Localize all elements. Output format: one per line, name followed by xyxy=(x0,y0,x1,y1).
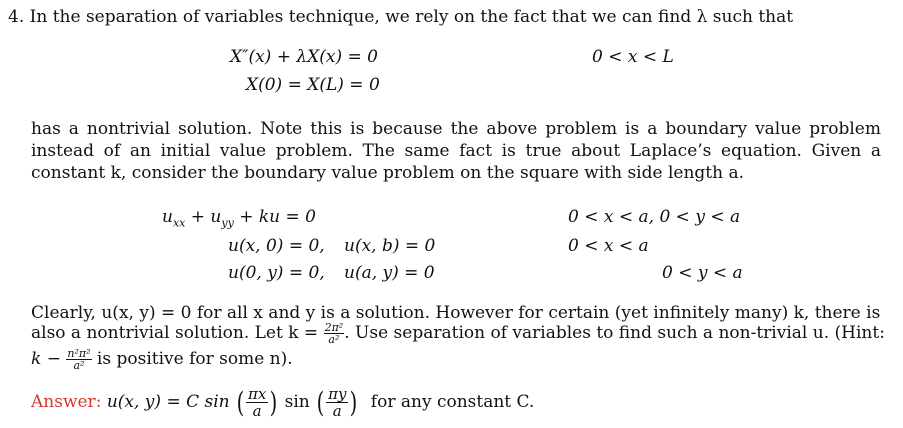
paragraph-clearly-line-2: also a nontrivial solution. Let k = $\frac{\text{2π²}}{\text{a²}}$ . Use separation of variables to find such a non-trivial u. (Hint: xyxy=(31,321,885,346)
pde-equation: $u_{xx} + u_{yy}$ + ku = 0 xyxy=(162,207,316,230)
bc-row-1-right: u(x, b) = 0 xyxy=(344,236,436,256)
intro-text: In the separation of variables technique, we rely on the fact that we can find λ such that xyxy=(29,7,794,27)
ode-equation-1: X″(x) + λX(x) = 0 xyxy=(230,47,378,67)
paragraph-bvp-explanation: has a nontrivial solution. Note this is because the above problem is a boundary value problem instead of an initial value problem. The same fact is true about Laplace’s equation. Given a constant k, consider the boundary value problem on the square with side length a. xyxy=(31,119,881,183)
problem-number: 4. xyxy=(8,7,25,27)
ode-equation-2: X(0) = X(L) = 0 xyxy=(246,75,380,95)
answer-label: Answer: xyxy=(31,392,102,412)
bc-row-2-right: u(a, y) = 0 xyxy=(344,263,435,283)
answer-line: Answer: u(x, y) = C sin ( $\frac{\pi x}{a}$ ) sin ( $\frac{\pi y}{a}$ ) for any constant C. xyxy=(31,385,535,420)
problem-statement-intro xyxy=(8,6,793,28)
answer-tail: for any constant C. xyxy=(370,392,535,412)
bc-row-1-left: u(x, 0) = 0, xyxy=(228,236,325,256)
answer-lhs: u(x, y) = C sin xyxy=(106,392,230,412)
bc-row-2-left: u(0, y) = 0, xyxy=(228,263,325,283)
answer-fraction-x: $\frac{\pi x}{a}$ xyxy=(247,385,267,420)
paragraph-clearly-line-3: k − $\frac{\text{n²π²}}{\text{a²}}$ is positive for some n). xyxy=(31,347,293,372)
answer-fraction-y: $\frac{\pi y}{a}$ xyxy=(328,385,347,420)
fraction-k-value: $\frac{\text{2π²}}{\text{a²}}$ xyxy=(324,321,344,346)
fraction-hint: $\frac{\text{n²π²}}{\text{a²}}$ xyxy=(67,347,91,372)
paragraph-clearly-line-1: Clearly, u(x, y) = 0 for all x and y is a solution. However for certain (yet infinitely many) k, there is xyxy=(31,303,881,323)
bc-row-2-domain: 0 < y < a xyxy=(662,263,743,283)
ode-domain-1: 0 < x < L xyxy=(592,47,674,67)
answer-sin: sin xyxy=(284,392,310,412)
pde-domain: 0 < x < a, 0 < y < a xyxy=(568,207,741,227)
bc-row-1-domain: 0 < x < a xyxy=(568,236,649,256)
